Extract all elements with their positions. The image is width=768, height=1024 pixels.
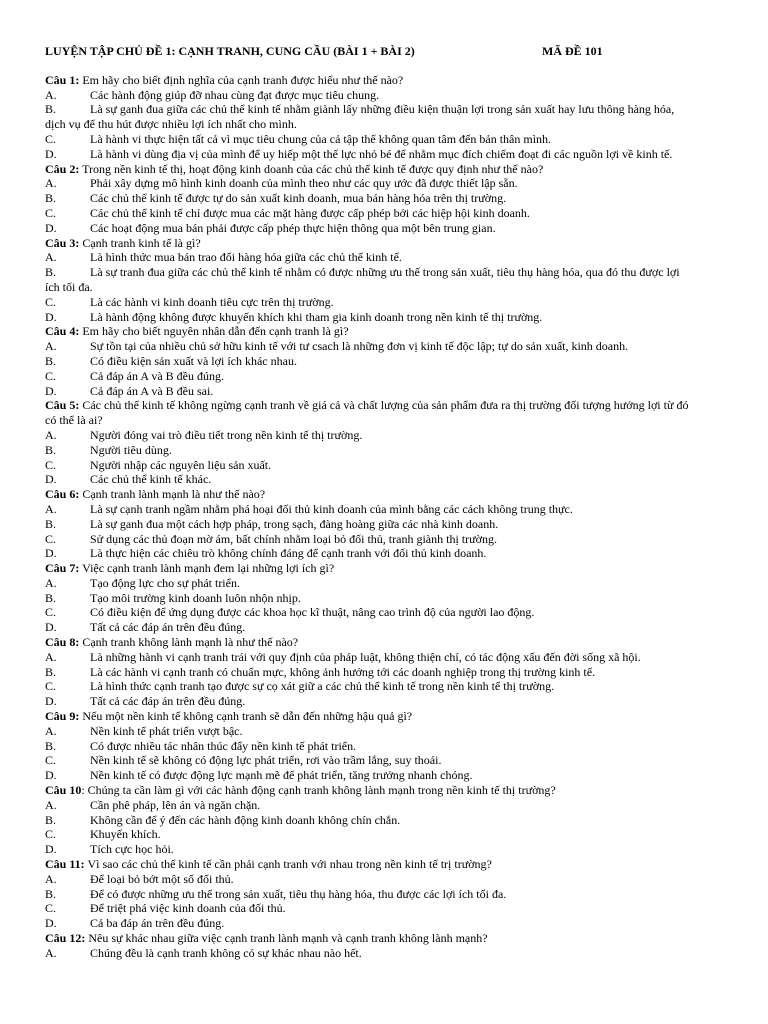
question-number: Câu 6: [45,487,80,502]
option-letter: A. [45,427,57,442]
option-letter: C. [45,205,57,220]
option-letter: D. [45,768,57,783]
option-letter: C. [45,294,57,309]
answer-option [45,576,746,591]
option-letter: C. [45,901,57,916]
question-list [45,73,746,961]
option-letter: B. [45,812,57,827]
option-letter: A. [45,339,57,354]
option-text: Là các hành vi kinh doanh tiêu cực trên thị trường. [90,294,334,309]
option-letter: A. [45,723,57,738]
answer-option [45,191,746,206]
option-letter: C. [45,679,57,694]
question-stem [45,236,746,251]
answer-option [45,384,746,399]
option-text: Người tiêu dùng. [90,442,172,457]
option-letter: C. [45,753,57,768]
option-text: Tích cực học hỏi. [90,842,174,857]
answer-option [45,221,746,236]
question-block [45,635,746,709]
answer-option [45,339,746,354]
option-text: Tất cả các đáp án trên đều đúng. [90,620,246,635]
answer-option [45,132,746,147]
option-text: Các hành động giúp đỡ nhau cùng đạt được mục tiêu chung. [90,87,380,102]
option-letter: B. [45,265,57,280]
answer-option [45,472,746,487]
option-text: Sử dụng các thủ đoạn mờ ám, bất chính nhằm loại bỏ đối thủ, tranh giành thị trường. [90,531,497,546]
option-text: Các chủ thể kinh tế được tự do sản xuất kinh doanh, mua bán hàng hóa trên thị trường. [90,191,507,206]
option-letter: A. [45,250,57,265]
option-text: Để loại bỏ bớt một số đối thủ. [90,871,234,886]
answer-option [45,532,746,547]
option-letter: A. [45,87,57,102]
answer-option [45,369,746,384]
option-text: Các chủ thể kinh tế chỉ được mua các mặt hàng được cấp phép bởi các hiệp hội kinh doanh. [90,205,530,220]
option-text: Là sự tranh đua giữa các chủ thể kinh tế nhằm có được những ưu thế trong sản xuất, tiêu thụ hàng hóa, qua đó thu được lợi [90,265,680,280]
option-letter: D. [45,842,57,857]
option-letter: D. [45,916,57,931]
option-letter: B. [45,886,57,901]
option-text: Là thực hiện các chiêu trò không chính đáng để cạnh tranh với đối thủ kinh doanh. [90,546,487,561]
question-text: Cạnh tranh kinh tế là gì? [79,235,201,250]
answer-option [45,250,746,265]
answer-option [45,753,746,768]
answer-option [45,813,746,828]
answer-option [45,354,746,369]
answer-option [45,428,746,443]
option-letter: B. [45,353,57,368]
answer-option [45,946,746,961]
option-text: Là hành vi dùng địa vị của mình để uy hiếp một thế lực nhỏ bé để nhằm mục đích chiếm đoạt đi các nguồn lợi về kinh tế. [90,146,673,161]
question-text: Nêu sự khác nhau giữa việc cạnh tranh lành mạnh và cạnh tranh không lành mạnh? [85,931,488,946]
option-text: Cả đáp án A và B đều sai. [90,383,214,398]
exam-code: MÃ ĐỀ 101 [542,44,603,58]
answer-option [45,798,746,813]
question-number: Câu 7: [45,561,80,576]
answer-option [45,768,746,783]
option-text: Là hình thức mua bán trao đổi hàng hóa giữa các chủ thể kinh tế. [90,250,402,265]
option-letter: A. [45,797,57,812]
option-letter: A. [45,501,57,516]
option-letter: B. [45,191,57,206]
question-stem [45,398,746,413]
answer-option [45,176,746,191]
option-letter: B. [45,102,57,117]
answer-option [45,458,746,473]
answer-option [45,147,746,162]
option-letter: C. [45,457,57,472]
answer-option [45,310,746,325]
option-letter: A. [45,575,57,590]
question-stem [45,324,746,339]
option-text: Nền kinh tế phát triển vượt bậc. [90,723,243,738]
answer-option [45,665,746,680]
option-letter: B. [45,664,57,679]
option-letter: D. [45,383,57,398]
question-block [45,398,746,487]
option-text: Để triệt phá việc kinh doanh của đối thủ. [90,901,286,916]
answer-option [45,916,746,931]
question-number: Câu 9: [45,709,80,724]
answer-option [45,605,746,620]
option-letter: B. [45,590,57,605]
option-letter: C. [45,827,57,842]
option-text: Là sự ganh đua giữa các chủ thể kinh tế nhằm giành lấy những điều kiện thuận lợi trong sản xuất hay lưu thông hàng hóa, [90,102,675,117]
option-text: Người đóng vai trò điều tiết trong nền kinh tế thị trường. [90,427,363,442]
question-stem [45,783,746,798]
option-text: Có điều kiện để ứng dụng được các khoa học kĩ thuật, nâng cao trình độ của người lao động. [90,605,535,620]
option-text: Người nhập các nguyên liệu sản xuất. [90,457,272,472]
option-text: Cần phê pháp, lên án và ngăn chặn. [90,797,261,812]
option-letter: D. [45,620,57,635]
option-text: Là hành vi thực hiện tất cả vì mục tiêu chung của cả tập thể không quan tâm đến bản thân mình. [90,131,552,146]
option-letter: A. [45,871,57,886]
option-letter: A. [45,945,57,960]
option-letter: B. [45,442,57,457]
question-text: Nếu một nền kinh tế không cạnh tranh sẽ dẫn đến những hậu quả gì? [79,709,413,724]
answer-option [45,546,746,561]
question-text: Cạnh tranh lành mạnh là như thế nào? [79,487,266,502]
option-text: Tạo môi trường kinh doanh luôn nhộn nhịp. [90,590,301,605]
question-number: Câu 8: [45,635,80,650]
answer-option [45,102,746,117]
answer-option [45,443,746,458]
answer-option [45,872,746,887]
question-text: Em hãy cho biết định nghĩa của cạnh tranh được hiểu như thế nào? [79,72,404,87]
option-text: Các hoạt động mua bán phải được cấp phép thực hiện thông qua một bên trung gian. [90,220,496,235]
question-text: Em hãy cho biết nguyên nhân dẫn đến cạnh tranh là gì? [79,324,349,339]
option-text: Tạo động lực cho sự phát triển. [90,575,240,590]
answer-option [45,206,746,221]
option-text: Chúng đều là cạnh tranh không có sự khác nhau nào hết. [90,945,362,960]
question-text: Các chủ thể kinh tế không ngừng cạnh tranh về giá cả và chất lượng của sản phẩm đưa ra thị trường đối tượng hưởng lợi từ đó [79,398,689,413]
option-letter: D. [45,546,57,561]
option-text-continued: ích tối đa. [45,279,93,294]
answer-option [45,842,746,857]
question-number: Câu 12: [45,931,86,946]
answer-option [45,502,746,517]
question-block [45,324,746,398]
question-text: Việc cạnh tranh lành mạnh đem lại những lợi ích gì? [79,561,335,576]
question-stem [45,487,746,502]
answer-option [45,591,746,606]
option-text: Là sự cạnh tranh ngầm nhằm phá hoại đối thủ kinh doanh của mình bằng các cách không trung thực. [90,501,573,516]
answer-option [45,694,746,709]
option-text: Là các hành vi cạnh tranh có chuẩn mực, không ảnh hưởng tới các doanh nghiệp trong thị trường kinh tế. [90,664,596,679]
question-stem [45,635,746,650]
question-block [45,857,746,931]
answer-option [45,887,746,902]
option-text: Nền kinh tế sẽ không có động lực phát triển, rơi vào trầm lắng, suy thoái. [90,753,442,768]
answer-option [45,88,746,103]
question-stem [45,857,746,872]
question-text: : Chúng ta cần làm gì với các hành động cạnh tranh không lành mạnh trong nền kinh tế thị trường? [81,783,556,798]
option-letter: B. [45,516,57,531]
document-title: LUYỆN TẬP CHỦ ĐỀ 1: CẠNH TRANH, CUNG CẦU (BÀI 1 + BÀI 2) [45,44,415,58]
answer-option [45,739,746,754]
option-text: Cả ba đáp án trên đều đúng. [90,916,225,931]
answer-option [45,650,746,665]
option-text-continued: dịch vụ để thu hút được nhiều lợi ích nhất cho mình. [45,117,297,132]
question-block [45,783,746,857]
question-stem [45,162,746,177]
question-number: Câu 5: [45,398,80,413]
option-letter: C. [45,605,57,620]
question-block [45,73,746,162]
question-block [45,487,746,561]
question-number: Câu 2: [45,161,80,176]
question-stem [45,561,746,576]
option-text: Là hành động không được khuyến khích khi tham gia kinh doanh trong nền kinh tế thị trường. [90,309,543,324]
option-text: Khuyến khích. [90,827,161,842]
answer-option [45,265,746,280]
question-number: Câu 4: [45,324,80,339]
option-text: Sự tồn tại của nhiều chủ sở hữu kinh tế với tư csach là những đơn vị kinh tế độc lập; tự do sản xuất, kinh doanh. [90,339,629,354]
option-letter: C. [45,131,57,146]
question-text: Vì sao các chủ thể kinh tế cần phải cạnh tranh với nhau trong nền kinh tế trị trường? [84,857,492,872]
answer-option [45,620,746,635]
answer-option [45,679,746,694]
option-text: Các chủ thể kinh tế khác. [90,472,212,487]
answer-option [45,724,746,739]
option-letter: A. [45,649,57,664]
option-letter: D. [45,472,57,487]
option-text: Phải xây dựng mô hình kinh doanh của mình theo như các quy ước đã được thiết lập sẵn. [90,176,518,191]
option-letter: C. [45,531,57,546]
option-text: Tất cả các đáp án trên đều đúng. [90,694,246,709]
option-letter: D. [45,309,57,324]
question-number: Câu 3: [45,235,80,250]
answer-option [45,827,746,842]
option-text: Có được nhiều tác nhân thúc đẩy nền kinh tế phát triển. [90,738,357,753]
option-letter: A. [45,176,57,191]
question-number: Câu 11: [45,857,85,872]
option-text: Nền kinh tế có được động lực mạnh mẽ để phát triển, tăng trưởng nhanh chóng. [90,768,473,783]
question-block [45,236,746,325]
question-text: Trong nền kinh tế thị, hoạt động kinh doanh của các chủ thể kinh tế được quy định như thế nào? [79,161,544,176]
question-block [45,162,746,236]
question-stem [45,73,746,88]
option-letter: D. [45,220,57,235]
document-header [45,44,746,59]
option-text: Cả đáp án A và B đều đúng. [90,368,224,383]
question-block [45,931,746,961]
answer-option [45,517,746,532]
question-stem [45,709,746,724]
question-text-continued: có thể là ai? [45,413,103,428]
option-text: Có điều kiện sản xuất và lợi ích khác nhau. [90,353,297,368]
option-letter: D. [45,694,57,709]
question-number: Câu 1: [45,72,80,87]
option-text: Là sự ganh đua một cách hợp pháp, trong sạch, đàng hoàng giữa các nhà kinh doanh. [90,516,499,531]
question-stem [45,931,746,946]
option-text: Là những hành vi cạnh tranh trái với quy định của pháp luật, không thiện chí, có tác động xấu đến đời sống xã hội. [90,649,641,664]
question-text: Cạnh tranh không lành mạnh là như thế nào? [79,635,299,650]
answer-option [45,295,746,310]
question-block [45,709,746,783]
option-letter: B. [45,738,57,753]
question-block [45,561,746,635]
option-letter: D. [45,146,57,161]
answer-option [45,901,746,916]
question-number: Câu 10 [45,783,82,798]
option-letter: C. [45,368,57,383]
option-text: Để có được những ưu thế trong sản xuất, tiêu thụ hàng hóa, thu được các lợi ích tối đa. [90,886,507,901]
option-text: Là hình thức cạnh tranh tạo được sự cọ xát giữ a các chủ thể kinh tế trong nền kinh tế thị trường. [90,679,555,694]
option-text: Không cần để ý đến các hành động kinh doanh không chín chắn. [90,812,401,827]
